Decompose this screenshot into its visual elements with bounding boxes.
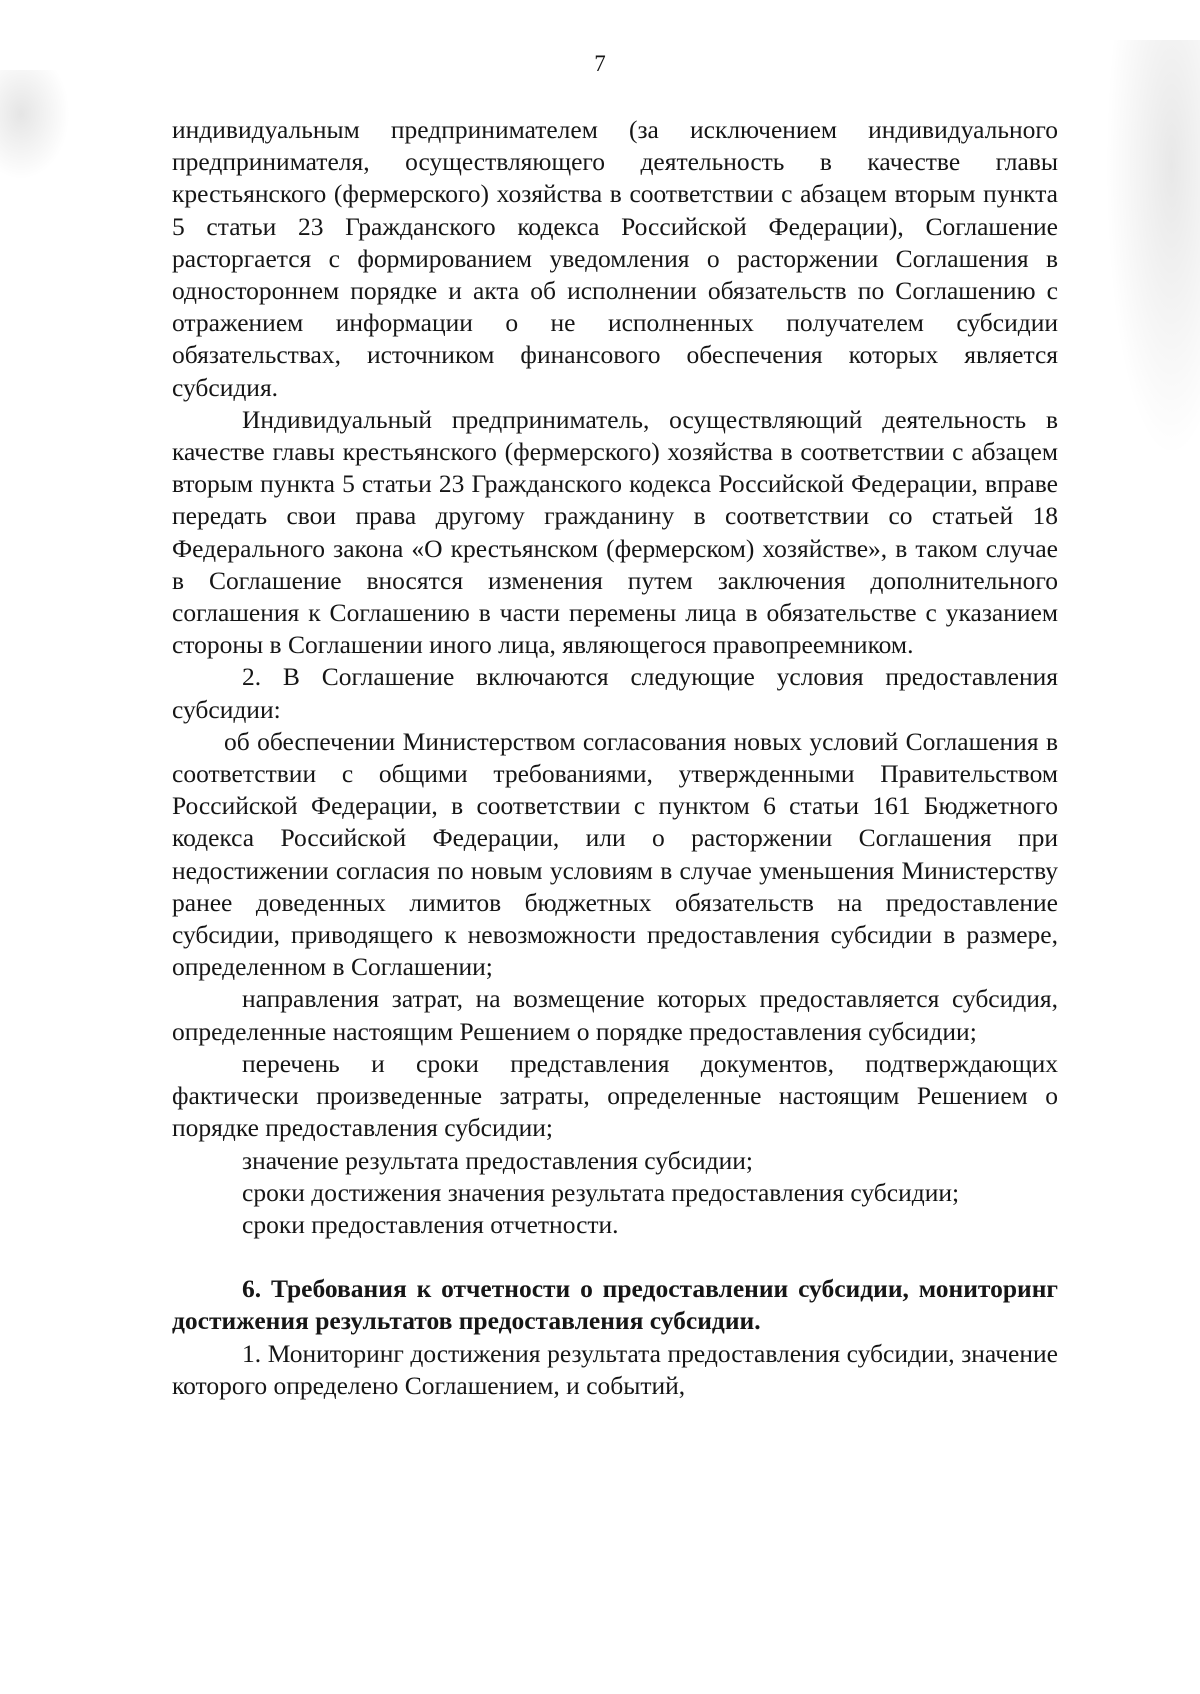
- paragraph-item-2: 2. В Соглашение включаются следующие условия предоставления субсидии:: [172, 662, 1058, 724]
- paragraph-item-1: 1. Мониторинг достижения результата предоставления субсидии, значение которого определено Соглашением, и событий,: [172, 1338, 1058, 1400]
- list-line: сроки предоставления отчетности.: [242, 1209, 619, 1239]
- paragraph: Индивидуальный предприниматель, осуществляющий деятельность в качестве главы крестьянского (фермерского) хозяйства в соответствии с абзацем вторым пункта 5 статьи 23 Гражданского кодекса Российской Федерации, вправе передать свои права другому гражданину в соответствии со статьей 18 Федерального закона «О крестьянском (фермерском) хозяйстве», в таком случае в Соглашение вносятся изменения путем заключения дополнительного соглашения к Соглашению в части перемены лица в обязательстве с указанием стороны в Соглашении иного лица, являющегося правопреемником.: [172, 404, 1058, 660]
- paragraph: направления затрат, на возмещение которых предоставляется субсидия, определенные настоящим Решением о порядке предоставления субсидии;: [172, 984, 1058, 1046]
- scan-artifact: [0, 70, 70, 180]
- scan-artifact: [1105, 40, 1200, 460]
- page-number: 7: [594, 51, 606, 76]
- paragraph: об обеспечении Министерством согласования новых условий Соглашения в соответствии с общими требованиями, утвержденными Правительством Российской Федерации, в соответствии с пунктом 6 статьи 161 Бюджетного кодекса Российской Федерации, или о расторжении Соглашения при недостижении согласия по новым условиям в случае уменьшения Министерству ранее доведенных лимитов бюджетных обязательств на предоставление субсидии, приводящего к невозможности предоставления субсидии в размере, определенном в Соглашении;: [172, 726, 1058, 982]
- document-body: [172, 114, 1058, 1402]
- list-line: сроки достижения значения результата предоставления субсидии;: [242, 1177, 960, 1207]
- list-line: значение результата предоставления субсидии;: [242, 1145, 753, 1175]
- section-heading: 6. Требования к отчетности о предоставлении субсидии, мониторинг достижения результатов предоставления субсидии.: [172, 1274, 1058, 1336]
- paragraph-continuation: индивидуальным предпринимателем (за исключением индивидуального предпринимателя, осуществляющего деятельность в качестве главы крестьянского (фермерского) хозяйства в соответствии с абзацем вторым пункта 5 статьи 23 Гражданского кодекса Российской Федерации), Соглашение расторгается с формированием уведомления о расторжении Соглашения в одностороннем порядке и акта об исполнении обязательств по Соглашению с отражением информации о не исполненных получателем субсидии обязательствах, источником финансового обеспечения которых является субсидия.: [172, 115, 1058, 402]
- paragraph: перечень и сроки представления документов, подтверждающих фактически произведенные затраты, определенные настоящим Решением о порядке предоставления субсидии;: [172, 1048, 1058, 1143]
